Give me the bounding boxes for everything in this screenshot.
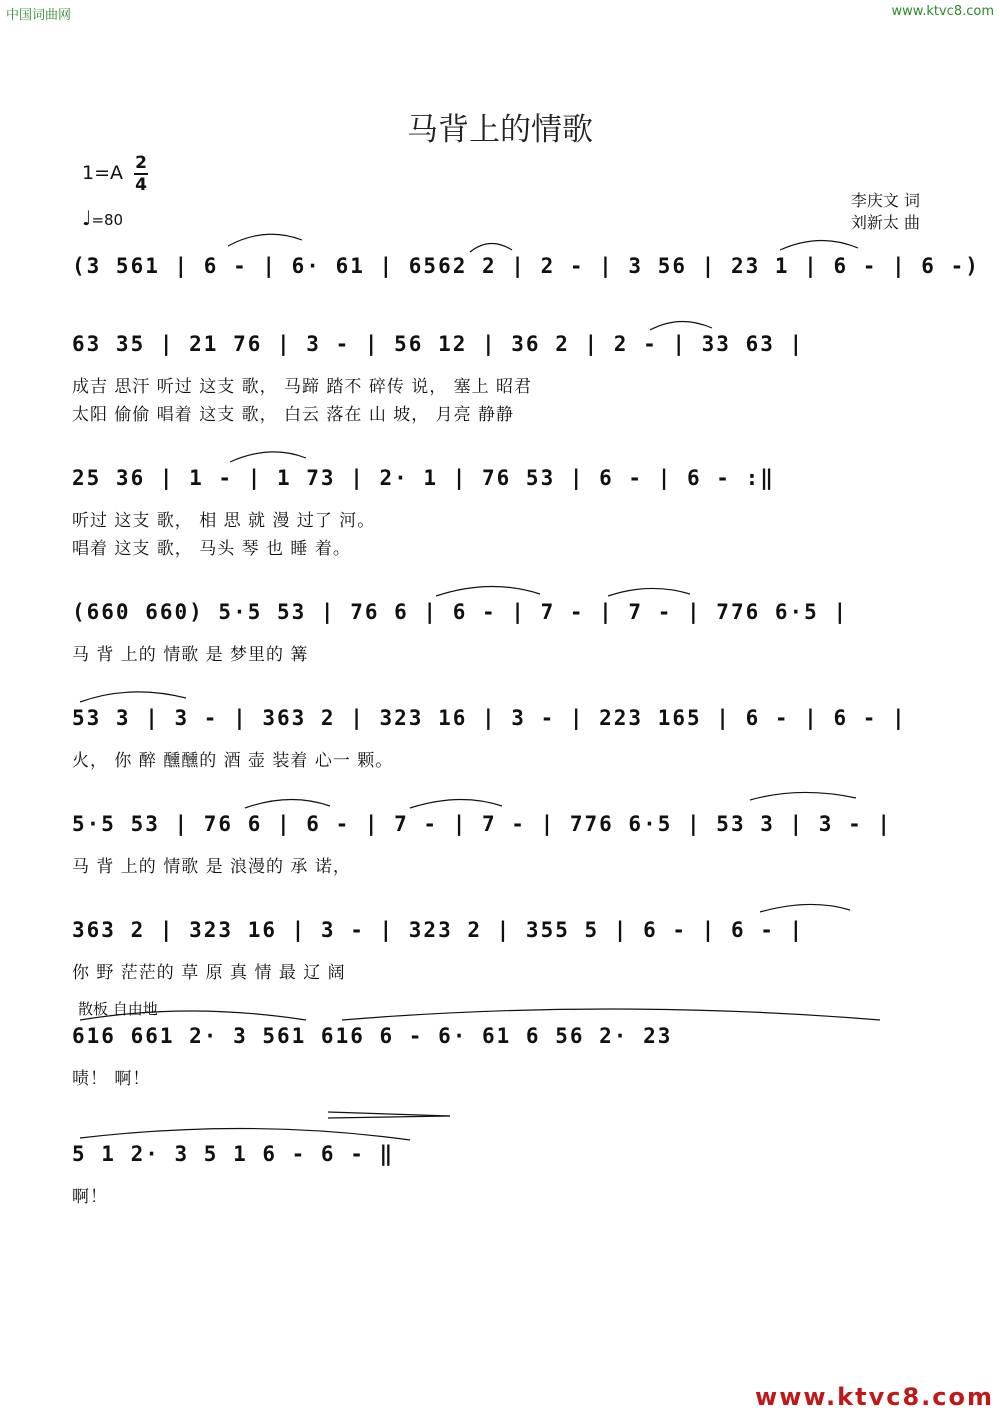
stave-6: 5·5 53 | 76 6 | 6 - | 7 - | 7 - | 776 6·5 | 53 3 | 3 - |	[72, 812, 893, 836]
tempo-value: =80	[91, 211, 124, 229]
slur	[436, 586, 540, 596]
slur	[750, 792, 856, 800]
lyric-line-10: 啊！	[72, 1187, 108, 1207]
lyric-line-8: 你 野 茫茫的 草 原 真 情 最 辽 阔	[72, 963, 346, 983]
lyric-line-3: 听过 这支 歌， 相 思 就 漫 过了 河。	[72, 511, 376, 531]
site-name-left[interactable]: 中国词曲网	[6, 8, 72, 23]
song-title: 马背上的情歌	[407, 112, 593, 148]
site-footer-logo[interactable]: www.ktvc8.com	[755, 1383, 994, 1411]
composer-credit: 刘新太 曲	[850, 213, 920, 232]
lyric-line-6: 火， 你 醉 醺醺的 酒 壶 装着 心一 颗。	[72, 751, 394, 771]
stave-4: (660 660) 5·5 53 | 76 6 | 6 - | 7 - | 7 - | 776 6·5 |	[72, 600, 849, 624]
stave-7: 363 2 | 323 16 | 3 - | 323 2 | 355 5 | 6 - | 6 - |	[72, 918, 805, 942]
crescendo-line	[328, 1116, 450, 1118]
slur	[410, 799, 502, 808]
slur	[245, 799, 330, 808]
stave-9: 5 1 2· 3 5 1 6 - 6 - ‖	[72, 1142, 395, 1166]
slur	[760, 904, 850, 912]
lyric-line-2: 太阳 偷偷 唱着 这支 歌， 白云 落在 山 坡， 月亮 静静	[72, 405, 515, 425]
slur	[228, 234, 302, 246]
crescendo-line	[328, 1112, 450, 1116]
slur	[80, 1011, 306, 1020]
stave-1: (3 561 | 6 - | 6· 61 | 6562 2 | 2 - | 3 56 | 23 1 | 6 - | 6 -)	[72, 254, 980, 278]
meter-top: 2	[135, 153, 147, 173]
slur	[608, 588, 690, 596]
meter-bottom: 4	[135, 175, 147, 195]
lyric-line-9: 啧！ 啊！	[72, 1069, 151, 1089]
slur	[650, 321, 712, 330]
slur	[470, 243, 512, 252]
lyric-line-1: 成吉 思汗 听过 这支 歌， 马蹄 踏不 碎传 说， 塞上 昭君	[72, 377, 533, 397]
quarter-note-icon: ♩	[82, 206, 92, 230]
stave-5: 53 3 | 3 - | 363 2 | 323 16 | 3 - | 223 165 | 6 - | 6 - |	[72, 706, 907, 730]
stave-8: 616 661 2· 3 561 616 6 - 6· 61 6 56 2· 23	[72, 1024, 673, 1048]
section-label: 散板 自由地	[78, 1000, 158, 1018]
slur	[80, 692, 186, 702]
lyric-line-4: 唱着 这支 歌， 马头 琴 也 睡 着。	[72, 539, 351, 559]
slur	[80, 1128, 410, 1140]
stave-2: 63 35 | 21 76 | 3 - | 56 12 | 36 2 | 2 - | 33 63 |	[72, 332, 805, 356]
lyricist-credit: 李庆文 词	[850, 191, 920, 210]
slur	[780, 240, 858, 250]
stave-3: 25 36 | 1 - | 1 73 | 2· 1 | 76 53 | 6 - | 6 - :‖	[72, 466, 775, 490]
slur	[230, 452, 306, 462]
lyric-line-7: 马 背 上的 情歌 是 浪漫的 承 诺，	[72, 857, 351, 877]
lyric-line-5: 马 背 上的 情歌 是 梦里的 篝	[72, 645, 309, 665]
site-url-right[interactable]: www.ktvc8.com	[891, 4, 994, 19]
key-signature: 1=A	[82, 162, 124, 184]
slur	[342, 1009, 880, 1020]
